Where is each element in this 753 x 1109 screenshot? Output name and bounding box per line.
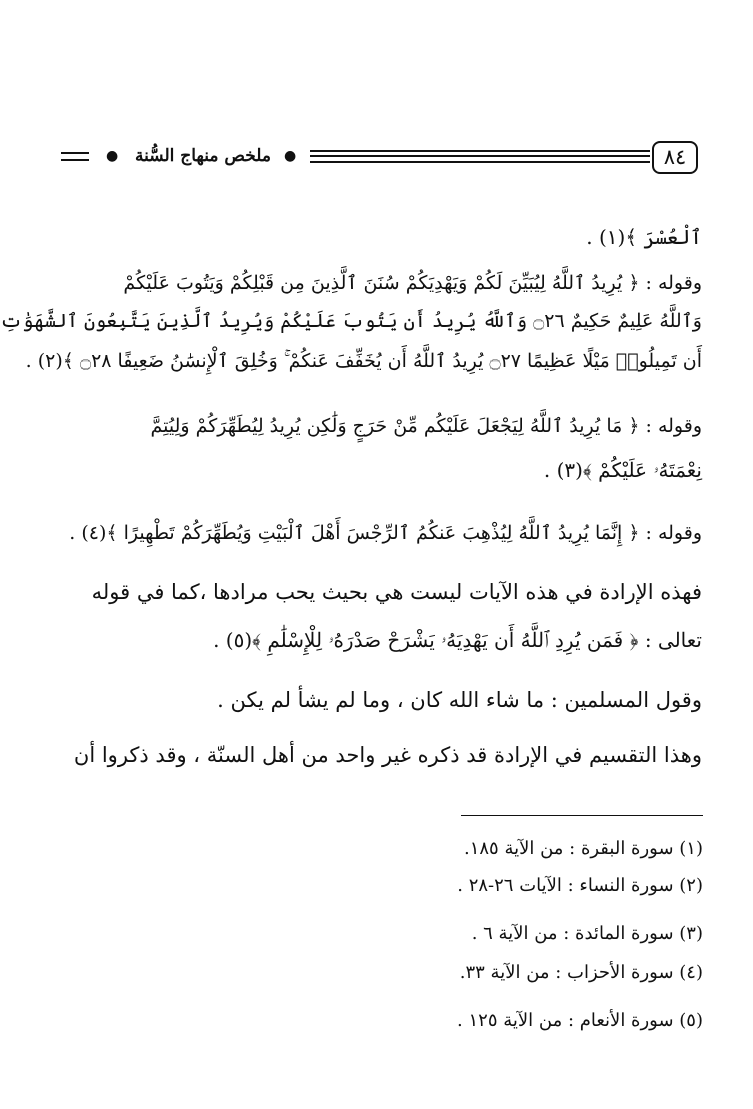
text-line: ٱلْعُسْرَ ﴾(١) . [586, 225, 702, 249]
footnote: (٣) سورة المائدة : من الآية ٦ . [471, 923, 703, 944]
text-line: تعالى : ﴿ فَمَن يُرِدِ ٱللَّهُ أَن يَهْدِيَهُۥ يَشْرَحْ صَدْرَهُۥ لِلْإِسْلَٰمِ ﴾(٥) . [213, 628, 702, 652]
footnote: (١) سورة البقرة : من الآية ١٨٥. [463, 838, 703, 859]
bullet-icon: ● [106, 148, 119, 164]
text-line: وقوله : ﴿ يُرِيدُ ٱللَّهُ لِيُبَيِّنَ لَكُمْ وَيَهْدِيَكُمْ سُنَنَ ٱلَّذِينَ مِن قَبْلِكُمْ وَيَتُوبَ عَلَيْكُمْ [123, 272, 702, 294]
text-line: وَٱللَّهُ عَلِيمٌ حَكِيمٌ ۝٢٦ وَٱللَّهُ يُرِيدُ أَن يَتُوبَ عَلَيْكُمْ وَيُرِيدُ ٱلَّذِينَ يَتَّبِعُونَ ٱلشَّهَوَٰتِ [0, 310, 702, 332]
text-line: فهذه الإرادة في هذه الآيات ليست هي بحيث يحب مرادها ،كما في قوله [91, 580, 702, 604]
text-line: وقوله : ﴿ مَا يُرِيدُ ٱللَّهُ لِيَجْعَلَ عَلَيْكُم مِّنْ حَرَجٍ وَلَٰكِن يُرِيدُ لِيُطَهِّرَكُمْ وَلِيُتِمَّ [150, 415, 702, 437]
text-line: نِعْمَتَهُۥ عَلَيْكُمْ ﴾(٣) . [543, 458, 702, 482]
footnote: (٥) سورة الأنعام : من الآية ١٢٥ . [457, 1010, 703, 1031]
text-line: أَن تَمِيلُوا۟ مَيْلًا عَظِيمًا ۝٢٧ يُرِيدُ ٱللَّهُ أَن يُخَفِّفَ عَنكُمْ ۚ وَخُلِقَ ٱلْإِنسَٰنُ ضَعِيفًا ۝٢٨ ﴾(٢) . [25, 350, 702, 372]
book-title: ملخص منهاج السُّنة [135, 146, 271, 166]
footnote: (٤) سورة الأحزاب : من الآية ٣٣. [459, 962, 703, 983]
text-line: وقوله : ﴿ إِنَّمَا يُرِيدُ ٱللَّهُ لِيُذْهِبَ عَنكُمُ ٱلرِّجْسَ أَهْلَ ٱلْبَيْتِ وَيُطَهِّرَكُمْ تَطْهِيرًا ﴾(٤) . [69, 522, 702, 544]
bullet-icon: ● [284, 148, 297, 164]
page-number: ٨٤ [652, 141, 698, 174]
footnotes [300, 0, 703, 1060]
footnote: (٢) سورة النساء : الآيات ٢٦-٢٨ . [457, 875, 703, 896]
text-line: وهذا التقسيم في الإرادة قد ذكره غير واحد من أهل السنّة ، وقد ذكروا أن [73, 743, 702, 767]
text-line: وقول المسلمين : ما شاء الله كان ، وما لم يشأ لم يكن . [217, 688, 702, 712]
